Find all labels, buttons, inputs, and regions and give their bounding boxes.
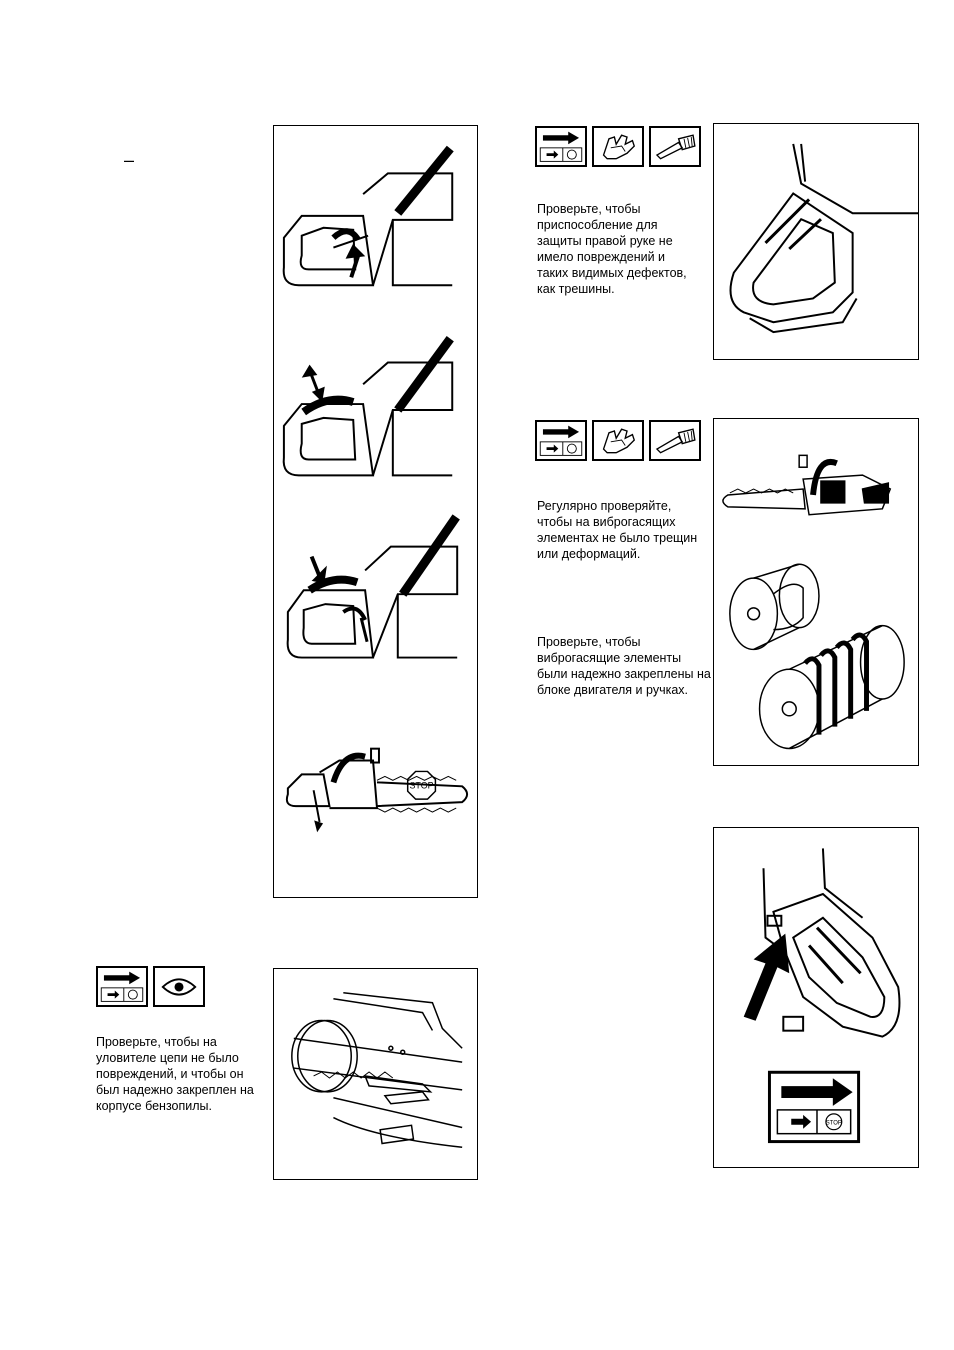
chain-catcher-text: Проверьте, чтобы на уловителе цепи не было повреждений, и чтобы он был надежно закреплен на корпусе бензопилы. xyxy=(96,1035,254,1113)
stop-engine-icon xyxy=(96,966,148,1007)
stop-engine-icon xyxy=(535,420,587,461)
chain-brake-step-2 xyxy=(284,362,453,475)
glove-icon xyxy=(592,126,644,167)
glove-icon xyxy=(592,420,644,461)
chain-catcher-icons xyxy=(96,966,205,1007)
stop-small-label: STOP xyxy=(825,1120,842,1127)
hand-guard-illustration xyxy=(714,124,918,359)
vibration-cracks-text: Регулярно проверяйте, чтобы на виброгасящих элементах не было трещин или деформаций. xyxy=(537,499,698,561)
stop-sign-label: STOP xyxy=(409,780,434,791)
hand-guard-icons xyxy=(535,126,701,167)
chain-catcher-illustration xyxy=(274,969,477,1179)
vibration-fixed-text: Проверьте, чтобы виброгасящие элементы были надежно закреплены на блоке двигателя и ручках. xyxy=(537,635,711,697)
chain-brake-step-1 xyxy=(284,173,453,285)
brush-icon xyxy=(649,420,701,461)
vibration-illustration-frame xyxy=(713,418,919,766)
vibration-icons xyxy=(535,420,701,461)
guard-arrow-illustration-frame xyxy=(713,827,919,1168)
stop-engine-icon xyxy=(535,126,587,167)
chain-brake-steps-illustration xyxy=(274,126,477,897)
eye-icon xyxy=(153,966,205,1007)
margin-dash: – xyxy=(124,150,135,170)
vibration-dampers-illustration xyxy=(714,419,918,765)
hand-guard-illustration-frame xyxy=(713,123,919,360)
chain-catcher-illustration-frame xyxy=(273,968,478,1180)
chain-brake-step-4-saw xyxy=(287,749,467,812)
stop-engine-icon xyxy=(769,1072,858,1141)
brush-icon xyxy=(649,126,701,167)
hand-guard-text: Проверьте, чтобы приспособление для защиты правой руке не имело повреждений и таких видимых дефектов, как трешины. xyxy=(537,202,687,296)
chain-brake-illustration-frame xyxy=(273,125,478,898)
guard-arrow-illustration xyxy=(714,828,918,1167)
